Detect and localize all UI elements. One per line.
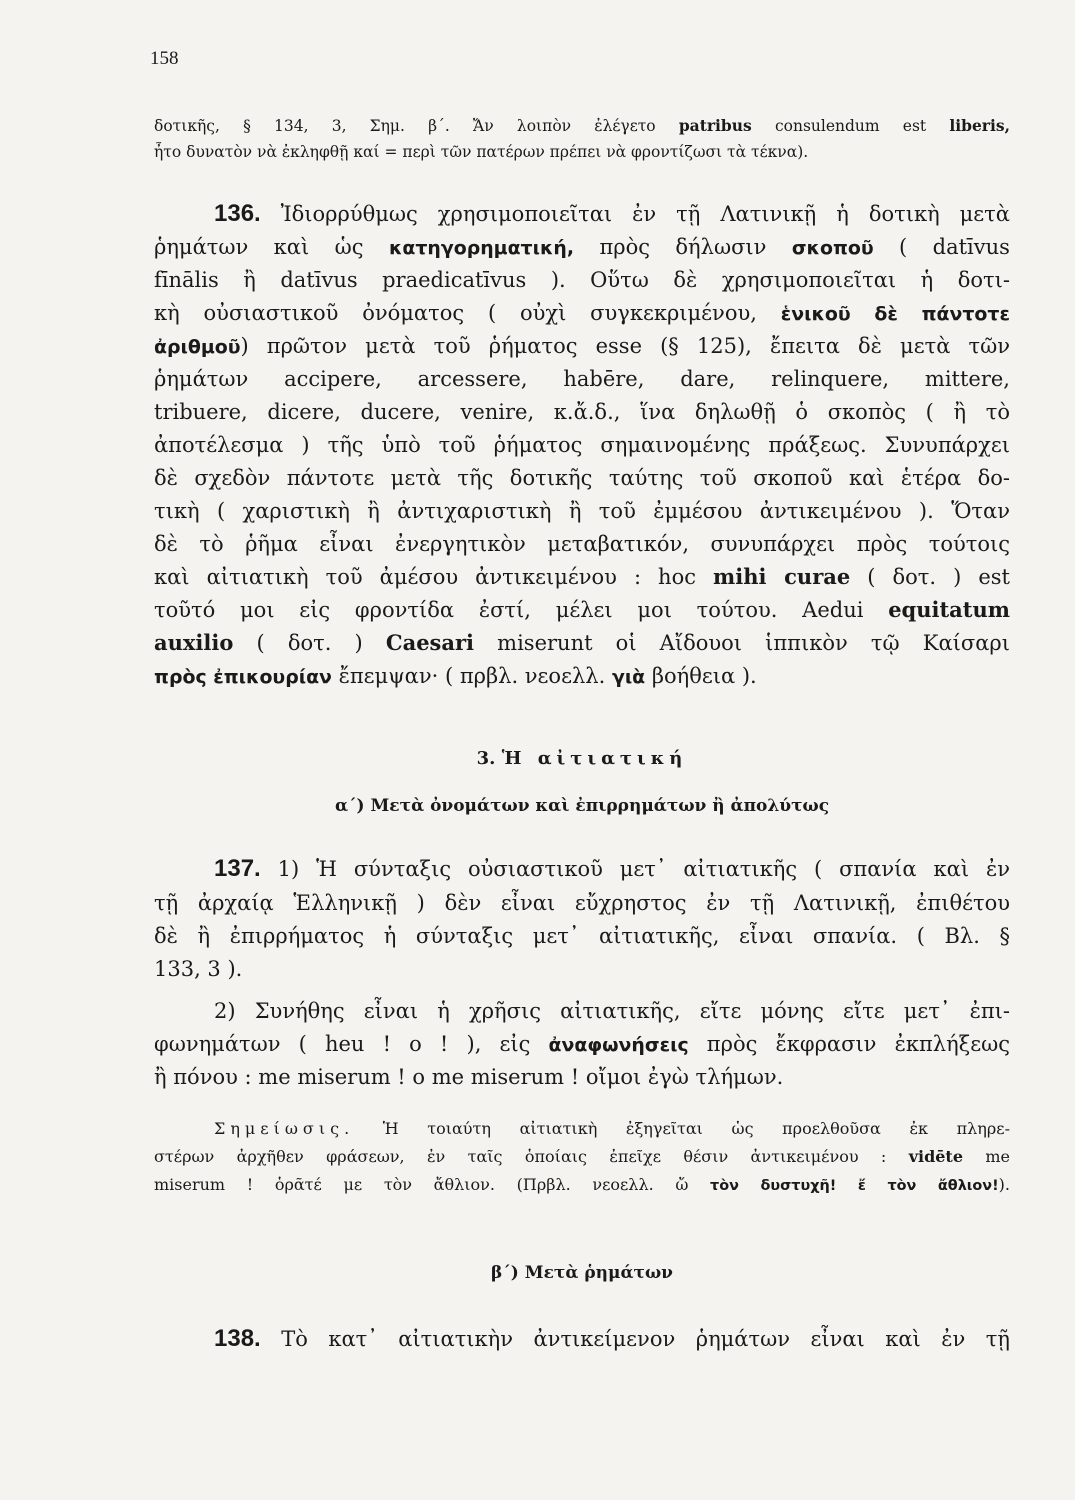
section-137-line-1: 137. 1) Ἡ σύνταξις οὐσιαστικοῦ μετ᾽ αἰτιατικῆς ( σπανία καὶ ἐν xyxy=(214,855,1010,882)
page-number: 158 xyxy=(150,48,179,69)
section-136-line-14: auxilio ( δοτ. ) Caesari miserunt οἱ Αἴδουοι ἱππικὸν τῷ Καίσαρι xyxy=(154,630,1010,655)
section-137-line-4: 133, 3 ). xyxy=(154,957,243,981)
section-137-para2-line-2: φωνημάτων ( heu ! o ! ), εἰς ἀναφωνήσεις πρὸς ἔκφρασιν ἐκπλήξεως xyxy=(154,1032,1010,1056)
section-138-line-1: 138. Τὸ κατ᾽ αἰτιατικὴν ἀντικείμενον ῥημάτων εἶναι καὶ ἐν τῇ xyxy=(214,1325,1010,1352)
note-line-3: miserum ! ὁρᾶτέ με τὸν ἄθλιον. (Πρβλ. νεοελλ. ὤ τὸν δυστυχῆ! ἔ τὸν ἄθλιον!). xyxy=(154,1175,1010,1194)
section-137-line-2: τῇ ἀρχαίᾳ Ἑλληνικῇ ) δὲν εἶναι εὔχρηστος ἐν τῇ Λατινικῇ, ἐπιθέτου xyxy=(154,891,1010,915)
note-line-2: στέρων ἀρχῆθεν φράσεων, ἐν ταῖς ὁποίαις ἐπεῖχε θέσιν ἀντικειμένου : vidēte me xyxy=(154,1147,1010,1166)
section-136-line-8: ἀποτέλεσμα ) τῆς ὑπὸ τοῦ ῥήματος σημαινομένης πράξεως. Συνυπάρχει xyxy=(154,433,1010,457)
section-136-line-4: κὴ οὐσιαστικοῦ ὀνόματος ( οὐχὶ συγκεκριμένου, ἑνικοῦ δὲ πάντοτε xyxy=(154,301,1010,325)
section-137-para2-line-3: ἢ πόνου : me miserum ! o me miserum ! οἴμοι ἐγὼ τλήμων. xyxy=(154,1065,784,1089)
section-137-para2-line-1: 2) Συνήθης εἶναι ἡ χρῆσις αἰτιατικῆς, εἴτε μόνης εἴτε μετ᾽ ἐπι- xyxy=(214,999,1010,1023)
note-label: Σημείωσις. xyxy=(214,1119,355,1138)
section-136-line-9: δὲ σχεδὸν πάντοτε μετὰ τῆς δοτικῆς ταύτης τοῦ σκοποῦ καὶ ἑτέρα δο- xyxy=(154,466,1010,490)
section-136-line-12: καὶ αἰτιατικὴ τοῦ ἀμέσου ἀντικειμένου : hoc mihi curae ( δοτ. ) est xyxy=(154,564,1010,589)
footnote-line-1: δοτικῆς, § 134, 3, Σημ. β΄. Ἄν λοιπὸν ἐλέγετο patribus consulendum est liberis, xyxy=(154,116,1010,135)
subsection-a-heading: α΄) Μετὰ ὀνομάτων καὶ ἐπιρρημάτων ἢ ἀπολύτως xyxy=(334,796,830,816)
note-line-1: Σημείωσις. Ἡ τοιαύτη αἰτιατικὴ ἐξηγεῖται ὡς προελθοῦσα ἐκ πληρε- xyxy=(214,1119,1010,1138)
section-136-line-2: ῥημάτων καὶ ὡς κατηγορηματική, πρὸς δήλωσιν σκοποῦ ( datīvus xyxy=(154,235,1010,259)
section-136-line-1: 136. Ἰδιορρύθμως χρησιμοποιεῖται ἐν τῇ Λατινικῇ ἡ δοτικὴ μετὰ xyxy=(214,200,1010,227)
section-136-line-6: ῥημάτων accipere, arcessere, habēre, dare, relinquere, mittere, xyxy=(154,367,1010,391)
section-136-line-3: fīnālis ἢ datīvus praedicatīvus ). Οὕτω δὲ χρησιμοποιεῖται ἡ δοτι- xyxy=(154,268,1010,292)
subsection-b-heading: β΄) Μετὰ ῥημάτων xyxy=(491,1263,673,1283)
section-137-number: 137. xyxy=(214,855,261,882)
section-136-line-10: τικὴ ( χαριστικὴ ἢ ἀντιχαριστικὴ ἢ τοῦ ἐμμέσου ἀντικειμένου ). Ὅταν xyxy=(154,499,1010,523)
footnote-line-2: ἦτο δυνατὸν νὰ ἐκληφθῇ καί = περὶ τῶν πατέρων πρέπει νὰ φροντίζωσι τὰ τέκνα). xyxy=(154,143,809,161)
section-137-line-3: δὲ ἢ ἐπιρρήματος ἡ σύνταξις μετ᾽ αἰτιατικῆς, εἶναι σπανία. ( Βλ. § xyxy=(154,924,1010,948)
section-3-heading: 3. Ἡ αἰτιατική xyxy=(476,748,688,769)
section-138-number: 138. xyxy=(214,1325,261,1352)
section-136-line-13: τοῦτό μοι εἰς φροντίδα ἐστί, μέλει μοι τούτου. Aedui equitatum xyxy=(154,597,1010,622)
section-136-line-5: ἀριθμοῦ) πρῶτον μετὰ τοῦ ῥήματος esse (§ 125), ἔπειτα δὲ μετὰ τῶν xyxy=(154,334,1010,358)
section-136-number: 136. xyxy=(214,200,261,227)
section-136-line-15: πρὸς ἐπικουρίαν ἔπεμψαν· ( πρβλ. νεοελλ. γιὰ βοήθεια ). xyxy=(154,664,757,688)
section-136-line-7: tribuere, dicere, ducere, venire, κ.ἄ.δ., ἵνα δηλωθῇ ὁ σκοπὸς ( ἢ τὸ xyxy=(154,400,1010,424)
section-136-line-11: δὲ τὸ ῥῆμα εἶναι ἐνεργητικὸν μεταβατικόν, συνυπάρχει πρὸς τούτοις xyxy=(154,532,1010,556)
